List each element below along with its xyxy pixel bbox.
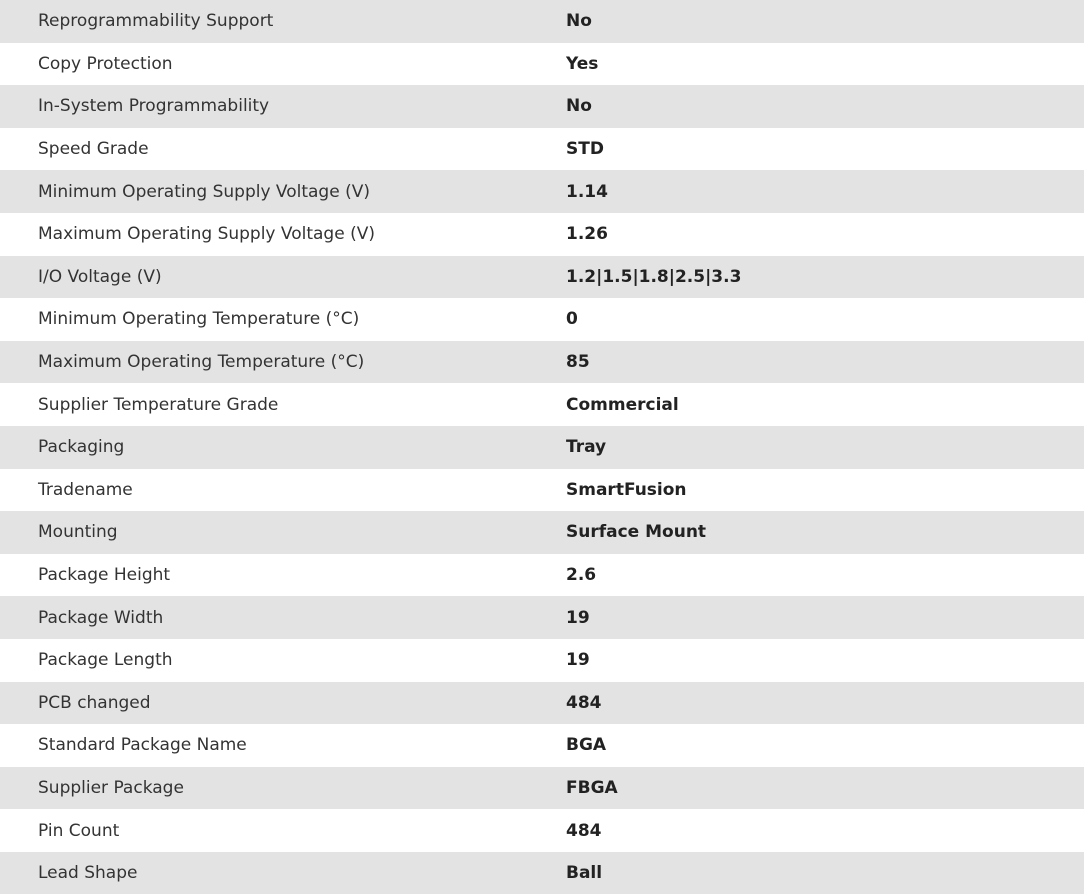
spec-row-reprogrammability-support bbox=[0, 0, 1084, 43]
spec-label: I/O Voltage (V) bbox=[38, 266, 162, 287]
spec-row-package-height bbox=[0, 554, 1084, 597]
spec-row-supplier-package bbox=[0, 767, 1084, 810]
spec-value: 0 bbox=[566, 309, 578, 330]
spec-label: Minimum Operating Supply Voltage (V) bbox=[38, 181, 370, 202]
spec-label: Maximum Operating Supply Voltage (V) bbox=[38, 224, 375, 245]
spec-row-pcb-changed bbox=[0, 682, 1084, 725]
spec-row-maximum-operating-temperature bbox=[0, 341, 1084, 384]
spec-row-pin-count bbox=[0, 809, 1084, 852]
spec-label: Supplier Temperature Grade bbox=[38, 394, 279, 415]
spec-label: Speed Grade bbox=[38, 139, 149, 160]
spec-label: Pin Count bbox=[38, 820, 120, 841]
spec-value: 85 bbox=[566, 352, 590, 373]
spec-value: 1.26 bbox=[566, 224, 608, 245]
spec-row-lead-shape bbox=[0, 852, 1084, 894]
spec-row-packaging bbox=[0, 426, 1084, 469]
spec-row-copy-protection bbox=[0, 43, 1084, 86]
spec-value: Commercial bbox=[566, 394, 679, 415]
spec-value: 1.14 bbox=[566, 181, 608, 202]
spec-label: Mounting bbox=[38, 522, 118, 543]
spec-label: Standard Package Name bbox=[38, 735, 247, 756]
spec-label: Minimum Operating Temperature (°C) bbox=[38, 309, 360, 330]
spec-value: SmartFusion bbox=[566, 479, 687, 500]
spec-value: Surface Mount bbox=[566, 522, 707, 543]
spec-value: Ball bbox=[566, 863, 603, 884]
spec-label: Package Length bbox=[38, 650, 173, 671]
spec-value: STD bbox=[566, 139, 604, 160]
spec-value: No bbox=[566, 11, 592, 32]
spec-row-mounting bbox=[0, 511, 1084, 554]
spec-label: Package Width bbox=[38, 607, 164, 628]
spec-row-minimum-operating-supply-voltage bbox=[0, 170, 1084, 213]
spec-label: Maximum Operating Temperature (°C) bbox=[38, 352, 365, 373]
spec-label: Tradename bbox=[38, 479, 133, 500]
spec-row-supplier-temperature-grade bbox=[0, 383, 1084, 426]
spec-value: 1.2|1.5|1.8|2.5|3.3 bbox=[566, 266, 742, 287]
spec-value: No bbox=[566, 96, 592, 117]
spec-value: Yes bbox=[566, 53, 599, 74]
spec-label: Package Height bbox=[38, 565, 171, 586]
spec-value: 19 bbox=[566, 650, 590, 671]
spec-value: 484 bbox=[566, 692, 602, 713]
spec-label: Reprogrammability Support bbox=[38, 11, 274, 32]
spec-row-maximum-operating-supply-voltage bbox=[0, 213, 1084, 256]
spec-label: Supplier Package bbox=[38, 777, 184, 798]
spec-row-in-system-programmability bbox=[0, 85, 1084, 128]
spec-label: Packaging bbox=[38, 437, 125, 458]
spec-label: Copy Protection bbox=[38, 53, 173, 74]
spec-label: Lead Shape bbox=[38, 863, 138, 884]
spec-label: PCB changed bbox=[38, 692, 151, 713]
spec-row-minimum-operating-temperature bbox=[0, 298, 1084, 341]
spec-label: In-System Programmability bbox=[38, 96, 270, 117]
spec-row-package-width bbox=[0, 596, 1084, 639]
spec-row-speed-grade bbox=[0, 128, 1084, 171]
spec-row-tradename bbox=[0, 469, 1084, 512]
spec-row-standard-package-name bbox=[0, 724, 1084, 767]
spec-row-package-length bbox=[0, 639, 1084, 682]
spec-value: 19 bbox=[566, 607, 590, 628]
spec-row-io-voltage bbox=[0, 256, 1084, 299]
spec-value: FBGA bbox=[566, 777, 618, 798]
spec-value: Tray bbox=[566, 437, 607, 458]
spec-value: BGA bbox=[566, 735, 607, 756]
spec-value: 484 bbox=[566, 820, 602, 841]
spec-value: 2.6 bbox=[566, 565, 597, 586]
